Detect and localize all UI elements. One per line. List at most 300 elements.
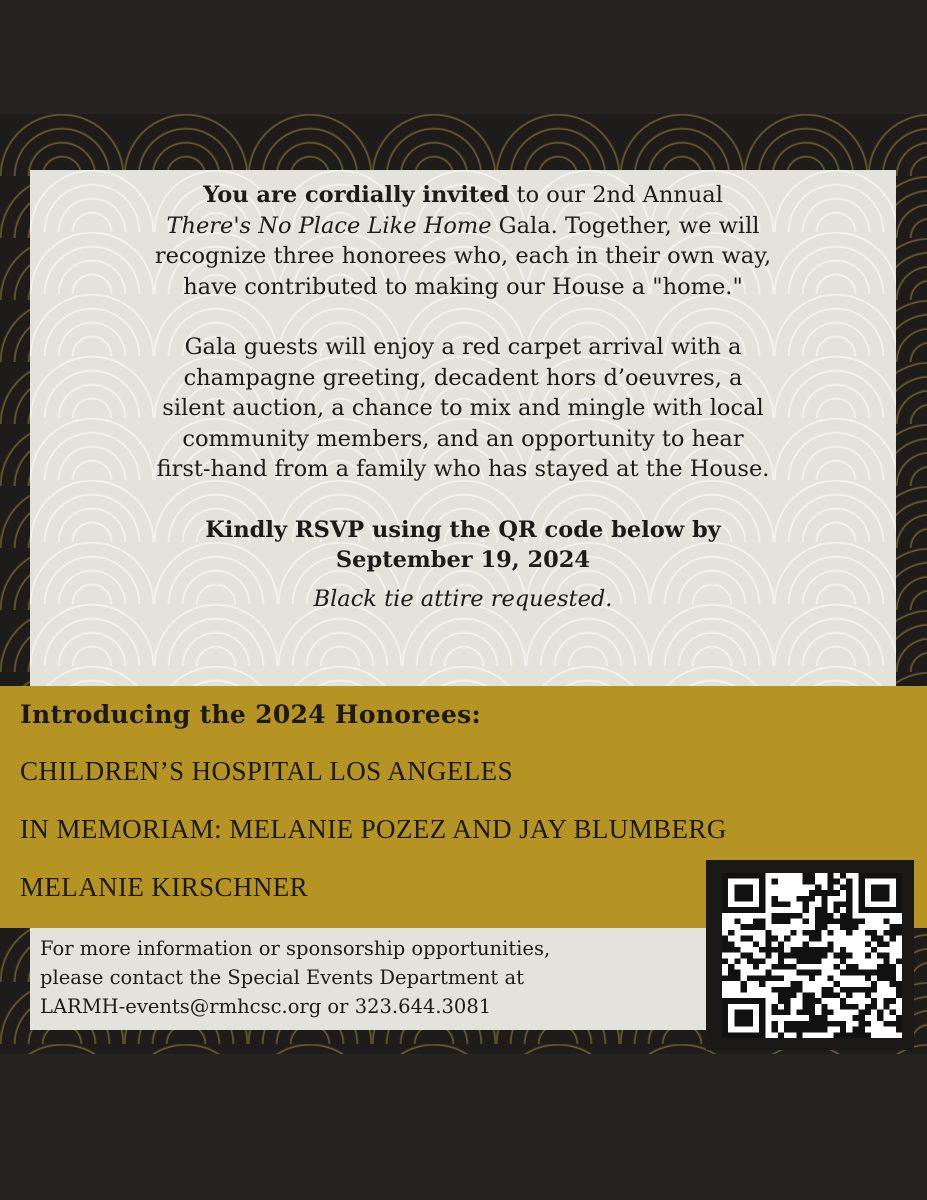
qr-module xyxy=(747,907,753,913)
qr-module xyxy=(828,975,834,981)
qr-module xyxy=(896,981,902,987)
qr-module xyxy=(809,1021,815,1027)
qr-module xyxy=(765,953,771,959)
qr-module xyxy=(796,947,802,953)
qr-module xyxy=(828,930,834,936)
qr-module xyxy=(728,970,734,976)
qr-module xyxy=(834,992,840,998)
qr-module xyxy=(772,936,778,942)
qr-module xyxy=(803,941,809,947)
qr-module xyxy=(790,1027,796,1033)
qr-module xyxy=(747,1032,753,1038)
gala-name: There's No Place Like Home xyxy=(166,212,492,239)
qr-module xyxy=(883,896,889,902)
qr-module xyxy=(803,1027,809,1033)
qr-module xyxy=(778,901,784,907)
qr-module xyxy=(865,992,871,998)
qr-module xyxy=(759,873,765,879)
qr-module xyxy=(846,953,852,959)
qr-module xyxy=(815,890,821,896)
qr-module xyxy=(877,1015,883,1021)
qr-module xyxy=(896,896,902,902)
qr-module xyxy=(759,890,765,896)
qr-module xyxy=(784,919,790,925)
qr-module xyxy=(890,964,896,970)
qr-module xyxy=(846,879,852,885)
qr-module xyxy=(753,964,759,970)
qr-module xyxy=(821,924,827,930)
honorees-title: Introducing the 2024 Honorees: xyxy=(20,700,482,729)
invitation-paragraph-2: Gala guests will enjoy a red carpet arrival with a champagne greeting, decadent hors d’oeuvres, a silent auction, a chance to mix and mingle with local community members, and an opportunity to hear first-hand from a family who has stayed at the House. xyxy=(156,334,770,482)
qr-module xyxy=(809,958,815,964)
qr-module xyxy=(871,896,877,902)
qr-module xyxy=(840,1004,846,1010)
qr-module xyxy=(728,1032,734,1038)
qr-module xyxy=(778,941,784,947)
qr-module xyxy=(815,930,821,936)
rsvp-date: September 19, 2024 xyxy=(335,547,591,573)
qr-module xyxy=(803,947,809,953)
qr-module xyxy=(865,953,871,959)
qr-module xyxy=(778,953,784,959)
qr-module xyxy=(890,873,896,879)
qr-module xyxy=(890,970,896,976)
qr-module xyxy=(753,958,759,964)
qr-module xyxy=(859,970,865,976)
qr-module xyxy=(728,873,734,879)
qr-module xyxy=(728,998,734,1004)
qr-module xyxy=(883,873,889,879)
qr-module xyxy=(859,1021,865,1027)
qr-module xyxy=(852,1027,858,1033)
qr-module xyxy=(815,970,821,976)
qr-module xyxy=(877,936,883,942)
qr-module xyxy=(896,873,902,879)
qr-module xyxy=(796,913,802,919)
qr-module xyxy=(741,1010,747,1016)
qr-module xyxy=(803,1021,809,1027)
qr-module xyxy=(871,970,877,976)
qr-module xyxy=(859,1015,865,1021)
qr-module xyxy=(747,1021,753,1027)
qr-module xyxy=(796,958,802,964)
qr-module xyxy=(759,998,765,1004)
qr-module xyxy=(772,964,778,970)
qr-module xyxy=(840,987,846,993)
qr-module xyxy=(821,1027,827,1033)
qr-module xyxy=(809,1015,815,1021)
contact-text: For more information or sponsorship opportunities, please contact the Special Events Department at LARMH-events@rmhcsc.org or 323.644.3081 xyxy=(40,934,730,1021)
qr-module xyxy=(734,958,740,964)
qr-module xyxy=(741,907,747,913)
qr-module xyxy=(828,987,834,993)
qr-module xyxy=(759,924,765,930)
qr-module xyxy=(809,953,815,959)
qr-module xyxy=(728,930,734,936)
qr-module xyxy=(852,924,858,930)
qr-module xyxy=(840,901,846,907)
qr-module xyxy=(772,896,778,902)
qr-module xyxy=(896,1015,902,1021)
qr-module xyxy=(821,890,827,896)
qr-module xyxy=(753,907,759,913)
qr-module xyxy=(809,998,815,1004)
qr-module xyxy=(821,953,827,959)
qr-module xyxy=(803,896,809,902)
qr-module xyxy=(809,890,815,896)
qr-module xyxy=(772,947,778,953)
qr-module xyxy=(753,919,759,925)
bottom-bar xyxy=(0,1054,927,1200)
qr-module xyxy=(883,1004,889,1010)
qr-module xyxy=(796,953,802,959)
qr-module xyxy=(840,924,846,930)
qr-module xyxy=(821,1021,827,1027)
qr-module xyxy=(846,1032,852,1038)
qr-module xyxy=(803,958,809,964)
qr-module xyxy=(846,970,852,976)
qr-module xyxy=(784,901,790,907)
qr-module xyxy=(803,930,809,936)
qr-module xyxy=(877,1010,883,1016)
qr-module xyxy=(859,896,865,902)
qr-module xyxy=(734,919,740,925)
qr-module xyxy=(815,958,821,964)
qr-module xyxy=(815,907,821,913)
qr-module xyxy=(803,1010,809,1016)
qr-module xyxy=(759,1010,765,1016)
qr-module xyxy=(784,953,790,959)
qr-module xyxy=(728,907,734,913)
qr-module xyxy=(803,919,809,925)
qr-module xyxy=(803,998,809,1004)
qr-module xyxy=(852,970,858,976)
qr-module xyxy=(877,884,883,890)
qr-module xyxy=(865,1032,871,1038)
qr-module xyxy=(803,873,809,879)
qr-module xyxy=(747,936,753,942)
qr-module xyxy=(765,941,771,947)
qr-module xyxy=(821,913,827,919)
qr-module xyxy=(747,1015,753,1021)
qr-module xyxy=(840,958,846,964)
qr-module xyxy=(871,998,877,1004)
qr-module xyxy=(765,947,771,953)
qr-module xyxy=(840,913,846,919)
qr-module xyxy=(865,970,871,976)
qr-module xyxy=(734,970,740,976)
qr-module xyxy=(865,907,871,913)
qr-module xyxy=(778,998,784,1004)
qr-module xyxy=(815,1021,821,1027)
qr-module xyxy=(809,1027,815,1033)
qr-module xyxy=(883,975,889,981)
qr-module xyxy=(809,1010,815,1016)
qr-module xyxy=(877,896,883,902)
contact-email-phone[interactable]: LARMH-events@rmhcsc.org or 323.644.3081 xyxy=(40,995,492,1018)
qr-module xyxy=(828,947,834,953)
qr-module xyxy=(809,1004,815,1010)
qr-module xyxy=(753,873,759,879)
qr-module xyxy=(821,896,827,902)
qr-module xyxy=(877,907,883,913)
qr-module xyxy=(859,987,865,993)
qr-module xyxy=(772,1010,778,1016)
qr-module xyxy=(772,879,778,885)
qr-module xyxy=(765,970,771,976)
qr-module xyxy=(883,884,889,890)
qr-module xyxy=(759,947,765,953)
qr-module xyxy=(741,998,747,1004)
qr-module xyxy=(778,975,784,981)
qr-module xyxy=(753,975,759,981)
qr-module xyxy=(828,1010,834,1016)
qr-module xyxy=(821,987,827,993)
qr-module xyxy=(840,1021,846,1027)
qr-module xyxy=(815,936,821,942)
qr-module xyxy=(728,947,734,953)
qr-module xyxy=(840,970,846,976)
qr-module xyxy=(846,913,852,919)
qr-module xyxy=(834,879,840,885)
qr-module xyxy=(734,1010,740,1016)
qr-module xyxy=(734,896,740,902)
qr-module xyxy=(778,987,784,993)
qr-module xyxy=(883,930,889,936)
qr-module xyxy=(790,953,796,959)
qr-module xyxy=(846,919,852,925)
qr-module xyxy=(753,998,759,1004)
qr-module xyxy=(722,1032,728,1038)
qr-module xyxy=(890,981,896,987)
qr-module xyxy=(809,896,815,902)
qr-module xyxy=(883,970,889,976)
qr-module xyxy=(890,924,896,930)
qr-module xyxy=(759,901,765,907)
qr-module xyxy=(747,896,753,902)
qr-module xyxy=(852,1015,858,1021)
qr-module xyxy=(784,936,790,942)
qr-module xyxy=(772,919,778,925)
qr-module xyxy=(840,998,846,1004)
qr-module xyxy=(846,1004,852,1010)
qr-module xyxy=(741,890,747,896)
qr-module xyxy=(784,992,790,998)
honoree-item: CHILDREN’S HOSPITAL LOS ANGELES xyxy=(20,756,513,786)
qr-module xyxy=(828,884,834,890)
qr-module xyxy=(896,992,902,998)
qr-module xyxy=(784,964,790,970)
qr-module xyxy=(778,947,784,953)
qr-module xyxy=(796,987,802,993)
qr-module xyxy=(834,953,840,959)
qr-module xyxy=(809,936,815,942)
attire-note: Black tie attire requested. xyxy=(313,585,613,612)
qr-module xyxy=(846,890,852,896)
qr-module xyxy=(734,890,740,896)
qr-module xyxy=(759,1015,765,1021)
qr-module xyxy=(859,1027,865,1033)
qr-module xyxy=(896,958,902,964)
qr-module xyxy=(803,970,809,976)
qr-module xyxy=(896,884,902,890)
qr-module xyxy=(784,1004,790,1010)
qr-module xyxy=(828,890,834,896)
qr-module xyxy=(790,930,796,936)
qr-module xyxy=(828,992,834,998)
qr-module xyxy=(803,1004,809,1010)
qr-module xyxy=(852,919,858,925)
qr-module xyxy=(859,890,865,896)
qr-module xyxy=(741,1032,747,1038)
qr-module xyxy=(828,913,834,919)
qr-module xyxy=(809,873,815,879)
qr-module xyxy=(890,1010,896,1016)
qr-module xyxy=(852,964,858,970)
qr-module xyxy=(772,1021,778,1027)
qr-module xyxy=(890,1021,896,1027)
qr-module xyxy=(890,907,896,913)
qr-module xyxy=(896,907,902,913)
qr-module xyxy=(784,1021,790,1027)
qr-module xyxy=(840,947,846,953)
qr-module xyxy=(865,941,871,947)
qr-module xyxy=(846,992,852,998)
invitation-paragraph-1: You are cordially invited to our 2nd Annual There's No Place Like Home Gala. Together, we will recognize three honorees who, each in their own way, have contributed to making our House a "home." xyxy=(154,182,772,300)
qr-module xyxy=(846,884,852,890)
qr-module xyxy=(747,998,753,1004)
qr-module xyxy=(859,907,865,913)
qr-module xyxy=(865,987,871,993)
qr-module xyxy=(759,981,765,987)
qr-module xyxy=(896,930,902,936)
qr-module xyxy=(803,953,809,959)
qr-module xyxy=(741,987,747,993)
qr-module xyxy=(834,981,840,987)
qr-module xyxy=(722,936,728,942)
qr-module xyxy=(809,992,815,998)
qr-module xyxy=(809,947,815,953)
qr-module xyxy=(877,964,883,970)
qr-module xyxy=(865,1010,871,1016)
qr-module xyxy=(747,958,753,964)
qr-module xyxy=(896,901,902,907)
qr-module xyxy=(722,873,728,879)
qr-module xyxy=(834,1032,840,1038)
qr-module xyxy=(747,873,753,879)
qr-module xyxy=(896,1021,902,1027)
qr-module xyxy=(877,890,883,896)
qr-module xyxy=(834,907,840,913)
qr-module xyxy=(741,953,747,959)
qr-module xyxy=(821,992,827,998)
qr-module xyxy=(840,873,846,879)
qr-module xyxy=(747,924,753,930)
qr-module xyxy=(803,907,809,913)
qr-module xyxy=(790,947,796,953)
qr-module xyxy=(722,1027,728,1033)
qr-module xyxy=(722,890,728,896)
qr-module xyxy=(859,873,865,879)
qr-module xyxy=(722,896,728,902)
qr-module xyxy=(865,873,871,879)
qr-module xyxy=(828,873,834,879)
qr-module xyxy=(852,1004,858,1010)
qr-module xyxy=(784,987,790,993)
qr-module xyxy=(734,873,740,879)
qr-module xyxy=(765,930,771,936)
qr-module xyxy=(741,924,747,930)
qr-module xyxy=(865,975,871,981)
qr-module xyxy=(759,975,765,981)
qr-module xyxy=(840,884,846,890)
qr-module xyxy=(728,964,734,970)
qr-module xyxy=(759,907,765,913)
qr-module xyxy=(784,998,790,1004)
qr-module xyxy=(834,964,840,970)
honoree-item: MELANIE KIRSCHNER xyxy=(20,872,309,902)
qr-module xyxy=(734,975,740,981)
qr-module xyxy=(790,987,796,993)
qr-module xyxy=(821,947,827,953)
qr-module xyxy=(753,941,759,947)
qr-module xyxy=(815,919,821,925)
qr-module xyxy=(803,992,809,998)
qr-module xyxy=(834,919,840,925)
qr-module xyxy=(790,981,796,987)
qr-module xyxy=(815,998,821,1004)
qr-module xyxy=(896,879,902,885)
qr-module xyxy=(759,1027,765,1033)
qr-module xyxy=(784,913,790,919)
qr-module xyxy=(809,975,815,981)
qr-module xyxy=(828,941,834,947)
qr-module xyxy=(722,901,728,907)
qr-module xyxy=(759,919,765,925)
qr-module xyxy=(778,919,784,925)
qr-module xyxy=(741,873,747,879)
qr-module xyxy=(741,884,747,890)
qr-module xyxy=(815,1027,821,1033)
honoree-item: IN MEMORIAM: MELANIE POZEZ AND JAY BLUMBERG xyxy=(20,814,727,844)
qr-module xyxy=(772,1027,778,1033)
qr-module xyxy=(728,975,734,981)
qr-module xyxy=(778,1032,784,1038)
qr-module xyxy=(778,992,784,998)
qr-module xyxy=(871,936,877,942)
qr-module xyxy=(722,941,728,947)
qr-module xyxy=(765,936,771,942)
qr-module xyxy=(722,958,728,964)
qr-code-graphic[interactable] xyxy=(722,873,902,1038)
qr-module xyxy=(753,924,759,930)
qr-module xyxy=(815,947,821,953)
qr-module xyxy=(865,1021,871,1027)
qr-module xyxy=(846,964,852,970)
qr-module xyxy=(865,930,871,936)
qr-module xyxy=(821,1004,827,1010)
qr-module xyxy=(772,913,778,919)
qr-module xyxy=(896,890,902,896)
qr-module xyxy=(741,896,747,902)
qr-module xyxy=(821,1015,827,1021)
qr-module xyxy=(883,998,889,1004)
qr-module xyxy=(790,913,796,919)
qr-module xyxy=(871,907,877,913)
qr-module xyxy=(834,1021,840,1027)
qr-code-icon[interactable] xyxy=(722,873,902,1038)
qr-module xyxy=(747,884,753,890)
